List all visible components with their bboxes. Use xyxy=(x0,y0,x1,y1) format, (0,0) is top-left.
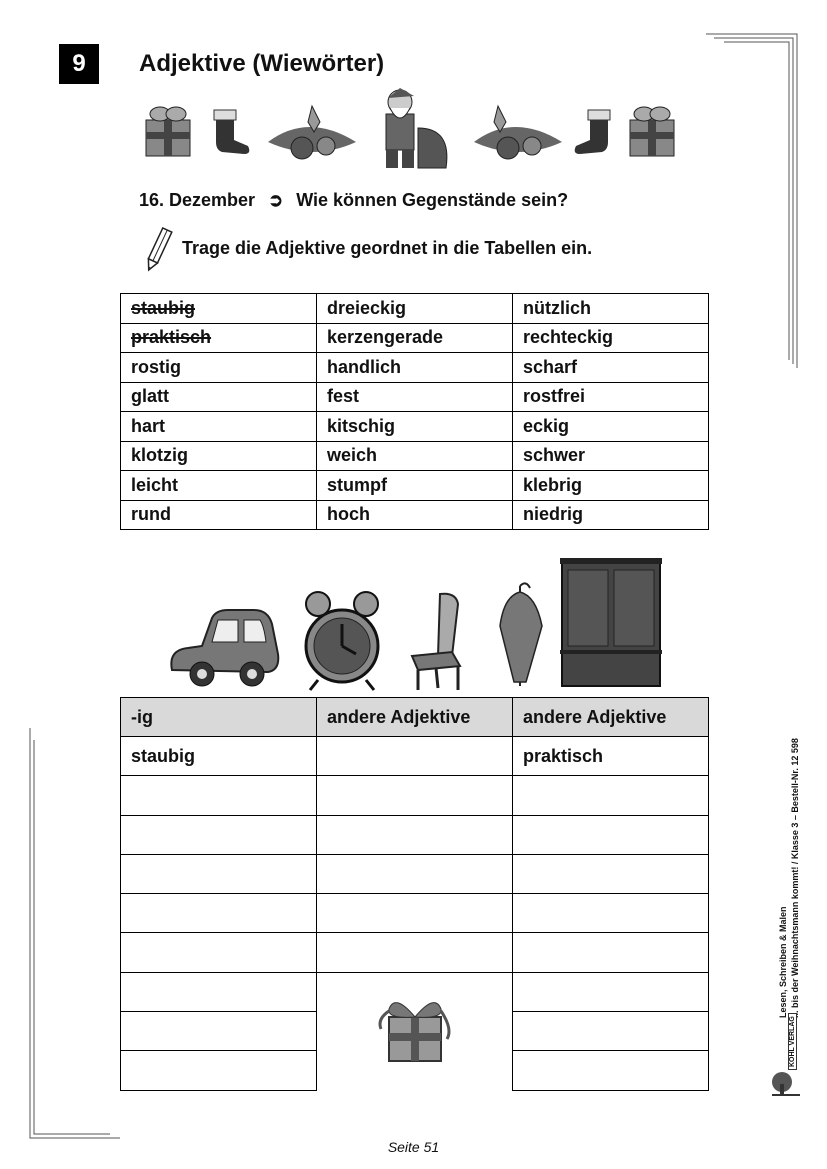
publisher-side-text xyxy=(766,700,806,1020)
table-row xyxy=(121,776,709,815)
table-cell[interactable] xyxy=(121,933,317,972)
table-cell[interactable] xyxy=(121,815,317,854)
table-cell[interactable] xyxy=(513,776,709,815)
table-row xyxy=(121,353,709,383)
arrow-icon: ➲ xyxy=(268,190,284,210)
worksheet-number: 9 xyxy=(59,44,99,84)
sorting-table xyxy=(120,697,709,1091)
table-cell: staubig xyxy=(121,294,317,324)
gift-icon xyxy=(630,107,674,156)
gift-cell xyxy=(317,972,513,1090)
page-number: Seite 51 xyxy=(387,1139,440,1155)
table-cell: fest xyxy=(317,382,513,412)
table-cell[interactable] xyxy=(317,854,513,893)
table-row xyxy=(121,412,709,442)
table-cell[interactable] xyxy=(317,815,513,854)
alarm-clock-icon xyxy=(306,592,378,690)
table-cell[interactable] xyxy=(513,972,709,1011)
car-icon xyxy=(171,610,278,686)
table-cell[interactable] xyxy=(121,894,317,933)
pencil-icon xyxy=(142,226,174,274)
publisher-name: KOHL VERLAG xyxy=(788,1013,797,1070)
table-cell: dreieckig xyxy=(317,294,513,324)
question-text: Wie können Gegenstände sein? xyxy=(296,190,569,210)
stocking-icon xyxy=(214,110,249,154)
table-cell[interactable] xyxy=(317,737,513,776)
table-cell[interactable] xyxy=(121,1012,317,1051)
adjective-word-table xyxy=(120,293,709,530)
table-row xyxy=(121,382,709,412)
table-cell: hart xyxy=(121,412,317,442)
table-row xyxy=(121,471,709,501)
ornament-icon xyxy=(268,106,356,159)
table-cell: klotzig xyxy=(121,441,317,471)
santa-icon xyxy=(386,88,447,168)
instruction-text: Trage die Adjektive geordnet in die Tabellen ein. xyxy=(182,238,593,258)
table-cell: rechteckig xyxy=(513,323,709,353)
table-cell[interactable] xyxy=(121,1051,317,1090)
table-cell: staubig xyxy=(121,737,317,776)
table-row xyxy=(121,894,709,933)
table-cell: kerzengerade xyxy=(317,323,513,353)
object-illustrations xyxy=(160,556,670,692)
table-cell[interactable] xyxy=(513,815,709,854)
table-cell[interactable] xyxy=(513,933,709,972)
table-row xyxy=(121,294,709,324)
header-other-adjectives-1: andere Adjektive xyxy=(317,698,513,737)
table-cell[interactable] xyxy=(121,972,317,1011)
table-row xyxy=(121,323,709,353)
table-row xyxy=(121,854,709,893)
table-cell: leicht xyxy=(121,471,317,501)
wardrobe-icon xyxy=(560,558,662,686)
gift-icon xyxy=(146,107,190,156)
table-cell[interactable] xyxy=(513,1051,709,1090)
table-cell: stumpf xyxy=(317,471,513,501)
table-cell[interactable] xyxy=(317,894,513,933)
chair-icon xyxy=(412,594,460,690)
gift-icon xyxy=(375,989,455,1069)
table-cell[interactable] xyxy=(513,1012,709,1051)
table-cell: rund xyxy=(121,500,317,530)
ornament-icon xyxy=(474,106,562,159)
task-heading xyxy=(139,190,568,211)
table-cell: schwer xyxy=(513,441,709,471)
table-cell: praktisch xyxy=(513,737,709,776)
table-row xyxy=(121,737,709,776)
table-cell: rostfrei xyxy=(513,382,709,412)
table-row xyxy=(121,441,709,471)
table-row xyxy=(121,500,709,530)
table-cell[interactable] xyxy=(121,854,317,893)
umbrella-icon xyxy=(500,583,542,686)
table-cell: kitschig xyxy=(317,412,513,442)
tree-logo-icon xyxy=(770,1070,804,1096)
publisher-logo xyxy=(770,1016,804,1096)
table-row xyxy=(121,815,709,854)
table-header-row xyxy=(121,698,709,737)
table-cell: glatt xyxy=(121,382,317,412)
table-cell: praktisch xyxy=(121,323,317,353)
table-cell: weich xyxy=(317,441,513,471)
table-cell: hoch xyxy=(317,500,513,530)
table-cell: rostig xyxy=(121,353,317,383)
table-cell[interactable] xyxy=(317,933,513,972)
header-other-adjectives-2: andere Adjektive xyxy=(513,698,709,737)
table-row xyxy=(121,933,709,972)
stocking-icon xyxy=(575,110,610,154)
table-cell: eckig xyxy=(513,412,709,442)
table-cell[interactable] xyxy=(121,776,317,815)
table-cell[interactable] xyxy=(513,894,709,933)
christmas-decoration-row xyxy=(140,88,680,173)
table-cell: klebrig xyxy=(513,471,709,501)
date-label: 16. Dezember xyxy=(139,190,256,210)
table-cell: niedrig xyxy=(513,500,709,530)
table-cell: handlich xyxy=(317,353,513,383)
side-text-line2: ... bis der Weihnachtsmann kommt! / Klasse 3 – Bestell-Nr. 12 598 xyxy=(790,738,800,1018)
side-text-line1: Lesen, Schreiben & Malen xyxy=(778,906,788,1018)
table-cell: nützlich xyxy=(513,294,709,324)
table-cell[interactable] xyxy=(317,776,513,815)
table-cell[interactable] xyxy=(513,854,709,893)
page-title: Adjektive (Wiewörter) xyxy=(139,50,385,77)
table-row xyxy=(121,972,709,1011)
table-cell: scharf xyxy=(513,353,709,383)
header-ig: -ig xyxy=(121,698,317,737)
